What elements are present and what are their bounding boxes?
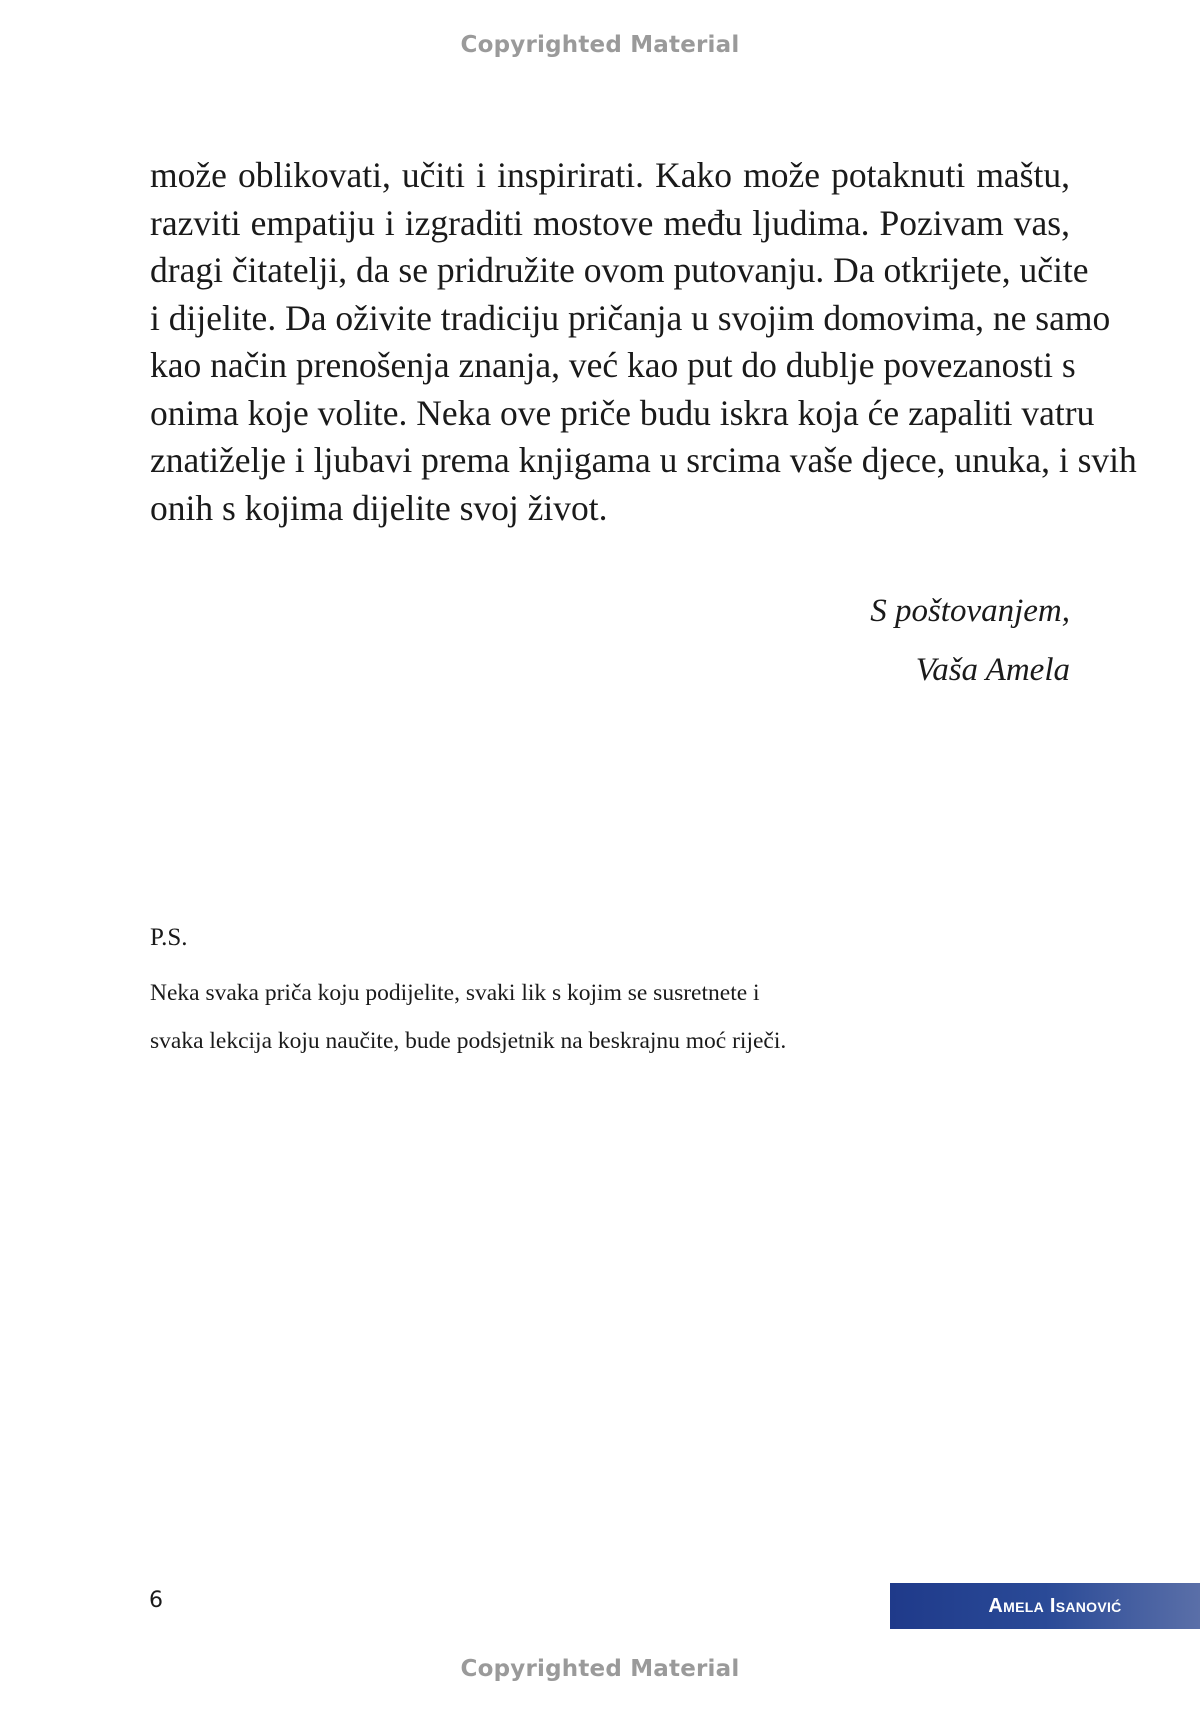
body-line: razviti empatiju i izgraditi mostove među ljudima. Pozivam vas, [150, 202, 1070, 243]
postscript-text [150, 969, 850, 1065]
author-name: Amela Isanović [988, 1595, 1122, 1617]
body-line: onima koje volite. Neka ove priče budu iskra koja će zapaliti vatru [150, 392, 1095, 433]
body-paragraph [150, 152, 1137, 532]
body-line: znatiželje i ljubavi prema knjigama u srcima vaše djece, unuka, i svih [150, 440, 1137, 480]
postscript-line: svaka lekcija koju naučite, bude podsjetnik na beskrajnu moć riječi. [150, 1028, 787, 1054]
page-number: 6 [149, 1588, 163, 1613]
body-line: može oblikovati, učiti i inspirirati. Kako može potaknuti maštu, [150, 155, 1070, 195]
postscript-label: P.S. [150, 924, 188, 951]
signature-block [870, 582, 1070, 700]
watermark-top: Copyrighted Material [460, 32, 740, 58]
body-line: onih s kojima dijelite svoj život. [150, 487, 608, 528]
signature-name: Vaša Amela [915, 652, 1070, 688]
watermark-bottom: Copyrighted Material [460, 1656, 740, 1682]
postscript-line: Neka svaka priča koju podijelite, svaki lik s kojim se susretnete i [150, 980, 760, 1006]
author-banner [890, 1583, 1200, 1629]
body-line: kao način prenošenja znanja, već kao put do dublje povezanosti s [150, 345, 1076, 385]
signature-closing: S poštovanjem, [870, 593, 1070, 629]
body-line: i dijelite. Da oživite tradiciju pričanja u svojim domovima, ne samo [150, 297, 1111, 338]
body-line: dragi čitatelji, da se pridružite ovom putovanju. Da otkrijete, učite [150, 250, 1089, 290]
